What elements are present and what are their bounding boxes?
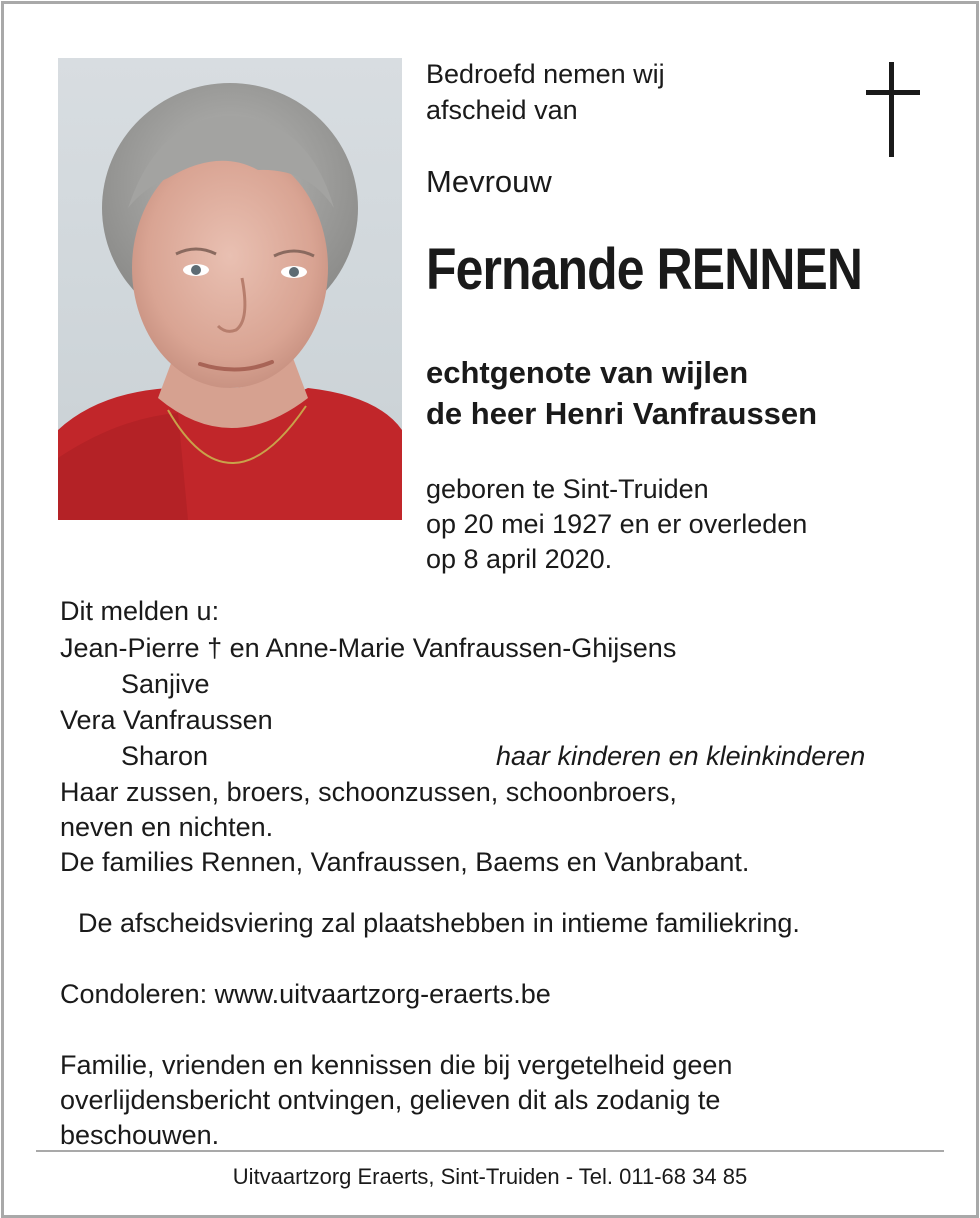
footer-text: Uitvaartzorg Eraerts, Sint-Truiden - Tel. 011-68 34 85: [232, 1164, 748, 1189]
deceased-name: Fernande RENNEN: [426, 237, 863, 302]
birth-death-text: geboren te Sint-Truiden op 20 mei 1927 en er overleden op 8 april 2020.: [426, 474, 808, 574]
portrait-photo: [58, 58, 402, 520]
honorific: Mevrouw: [426, 164, 552, 199]
notice-line: Familie, vrienden en kennissen die bij vergetelheid geen: [60, 1050, 733, 1080]
family-line: Jean-Pierre † en Anne-Marie Vanfraussen-Ghijsens: [60, 633, 677, 663]
family-line: Vera Vanfraussen: [60, 705, 273, 735]
footer-divider: [36, 1150, 944, 1152]
relation-label: haar kinderen en kleinkinderen: [496, 741, 866, 771]
siblings-line: neven en nichten.: [60, 812, 274, 842]
siblings-line: Haar zussen, broers, schoonzussen, schoonbroers,: [60, 777, 677, 807]
condolences-text: Condoleren: www.uitvaartzorg-eraerts.be: [60, 979, 551, 1009]
notice-line: beschouwen.: [60, 1120, 220, 1150]
cross-icon: [862, 60, 922, 160]
spouse-text: echtgenote van wijlen de heer Henri Vanfraussen: [426, 355, 818, 431]
notice-line: overlijdensbericht ontvingen, gelieven dit als zodanig te: [60, 1085, 721, 1115]
ceremony-text: De afscheidsviering zal plaatshebben in intieme familiekring.: [78, 908, 800, 938]
grandchild-name: Sharon: [121, 741, 209, 771]
intro-text: Bedroefd nemen wij afscheid van: [426, 59, 665, 125]
grandchild-name: Sanjive: [121, 669, 210, 699]
families-line: De families Rennen, Vanfraussen, Baems en Vanbrabant.: [60, 847, 750, 877]
announcers-heading: Dit melden u:: [60, 596, 220, 626]
